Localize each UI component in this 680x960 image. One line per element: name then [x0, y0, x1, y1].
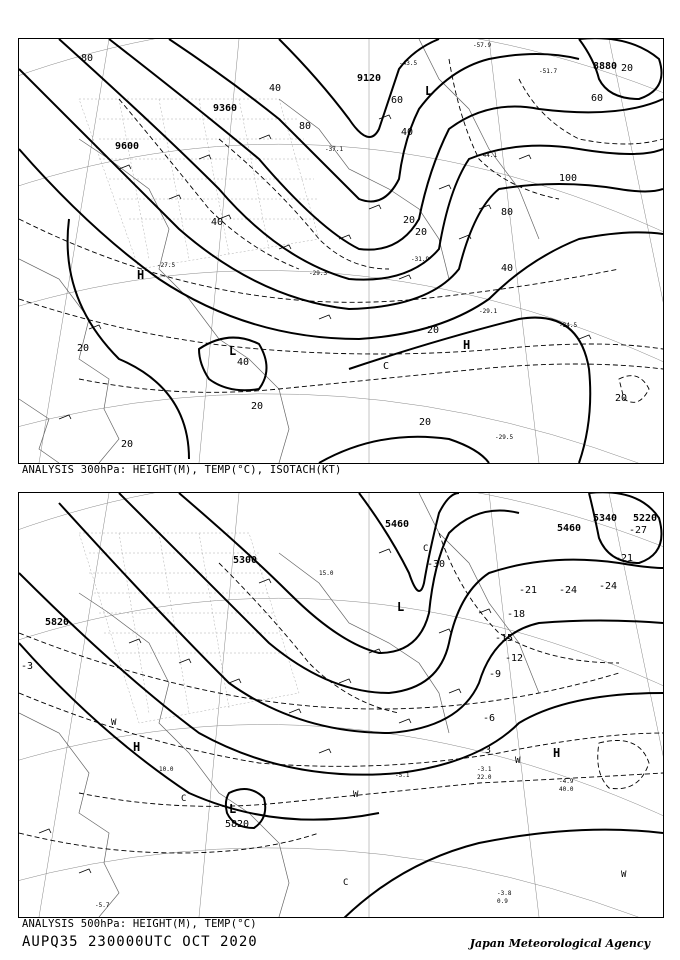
isotach-label: 40 — [211, 217, 224, 228]
height-contours — [19, 493, 663, 917]
map-300hpa-svg — [19, 39, 663, 463]
svg-text:-5.1: -5.1 — [395, 772, 410, 779]
cold-center-label: C — [343, 878, 349, 888]
cold-center-label: C — [423, 544, 429, 554]
isotach-label: 20 — [251, 401, 264, 412]
svg-text:40.0: 40.0 — [559, 786, 574, 793]
height-label: 5220 — [633, 513, 658, 524]
isotach-label: 20 — [121, 439, 134, 450]
isotach-label: 100 — [559, 173, 578, 184]
height-label: 9360 — [213, 103, 238, 114]
isotach-label: 40 — [237, 357, 250, 368]
height-label: 5820 — [225, 819, 250, 830]
map-panel-300hpa — [18, 38, 664, 464]
graticule — [19, 39, 663, 463]
svg-text:-4.9: -4.9 — [559, 778, 574, 785]
height-label: 5820 — [45, 617, 70, 628]
svg-text:-29.5: -29.5 — [495, 434, 514, 441]
coastline — [19, 39, 539, 463]
svg-text:-29.1: -29.1 — [479, 308, 498, 315]
svg-text:-37.1: -37.1 — [325, 146, 344, 153]
isotherm-label: -30 — [427, 559, 446, 570]
isotherm-label: -6 — [483, 713, 496, 724]
isotherm-label: -3 — [21, 661, 34, 672]
isotherm-label: -9 — [489, 669, 502, 680]
svg-text:-51.7: -51.7 — [539, 68, 558, 75]
height-label: 8880 — [593, 61, 618, 72]
isotach-label: 40 — [501, 263, 514, 274]
caption-300hpa: ANALYSIS 300hPa: HEIGHT(M), TEMP(°C), ISOTACH(KT) — [22, 464, 342, 476]
low-center-label: L — [397, 600, 405, 614]
caption-500hpa: ANALYSIS 500hPa: HEIGHT(M), TEMP(°C) — [22, 918, 257, 930]
svg-text:-29.3: -29.3 — [309, 270, 328, 277]
isotach-label: 60 — [591, 93, 604, 104]
svg-text:-31.9: -31.9 — [411, 256, 430, 263]
isotherm-label: -27 — [629, 525, 648, 536]
isotherm-label: -24 — [599, 581, 618, 592]
svg-text:10.0: 10.0 — [159, 766, 174, 773]
height-label: 9120 — [357, 73, 382, 84]
chart-id-and-time: AUPQ35 230000UTC OCT 2020 — [22, 934, 258, 950]
height-label: 5300 — [233, 555, 258, 566]
high-center-label: H — [463, 338, 471, 352]
svg-text:-34.5: -34.5 — [559, 322, 578, 329]
isotherms — [19, 59, 663, 402]
isotach-label: 20 — [415, 227, 428, 238]
isotach-label: 20 — [419, 417, 432, 428]
isotach-label: 20 — [621, 63, 634, 74]
warm-center-label: W — [111, 718, 117, 728]
isotherm-label: -12 — [505, 653, 524, 664]
isotach-label: 40 — [269, 83, 282, 94]
warm-center-label: W — [515, 756, 521, 766]
high-center-label: H — [553, 746, 561, 760]
isotach-label: 20 — [615, 393, 628, 404]
height-contours — [19, 39, 663, 463]
low-center-label: L — [425, 84, 433, 98]
map-500hpa-svg — [19, 493, 663, 917]
map-panel-500hpa — [18, 492, 664, 918]
isotherm-label: -3 — [479, 745, 492, 756]
isotherm-label: -18 — [507, 609, 526, 620]
high-center-label: H — [133, 740, 141, 754]
height-label: 9600 — [115, 141, 140, 152]
cold-center-label: C — [181, 794, 187, 804]
cold-center-label: C — [383, 361, 390, 372]
height-label: 5460 — [385, 519, 410, 530]
svg-text:-43.5: -43.5 — [399, 60, 418, 67]
svg-text:-3.8: -3.8 — [497, 890, 512, 897]
isotherm-label: -21 — [615, 553, 634, 564]
height-label: 5460 — [557, 523, 582, 534]
isotach-label: 80 — [501, 207, 514, 218]
isotherm-label: -15 — [495, 633, 514, 644]
svg-text:-57.9: -57.9 — [473, 42, 492, 49]
isotach-label: 80 — [299, 121, 312, 132]
isotherm-label: -21 — [519, 585, 538, 596]
svg-text:-3.1: -3.1 — [477, 766, 492, 773]
height-label: 5340 — [593, 513, 618, 524]
svg-text:-27.5: -27.5 — [157, 262, 176, 269]
svg-text:-5.7: -5.7 — [95, 902, 110, 909]
wind-barbs — [39, 549, 491, 873]
graticule — [19, 493, 663, 917]
isotherm-label: -24 — [559, 585, 578, 596]
isotach-label: 20 — [403, 215, 416, 226]
svg-text:22.0: 22.0 — [477, 774, 492, 781]
isotach-label: 40 — [401, 127, 414, 138]
isotach-label: 20 — [77, 343, 90, 354]
isotach-label: 80 — [81, 53, 94, 64]
svg-text:-44.1: -44.1 — [479, 152, 498, 159]
svg-text:15.0: 15.0 — [319, 570, 334, 577]
svg-text:0.9: 0.9 — [497, 898, 508, 905]
warm-center-label: W — [353, 790, 359, 800]
high-center-label: H — [137, 268, 145, 282]
isotach-label: 20 — [427, 325, 440, 336]
warm-center-label: W — [621, 870, 627, 880]
isotherms — [19, 533, 663, 853]
low-center-label: L — [229, 344, 237, 358]
low-center-label: L — [229, 802, 237, 816]
agency-name: Japan Meteorological Agency — [469, 937, 650, 950]
isotach-label: 60 — [391, 95, 404, 106]
